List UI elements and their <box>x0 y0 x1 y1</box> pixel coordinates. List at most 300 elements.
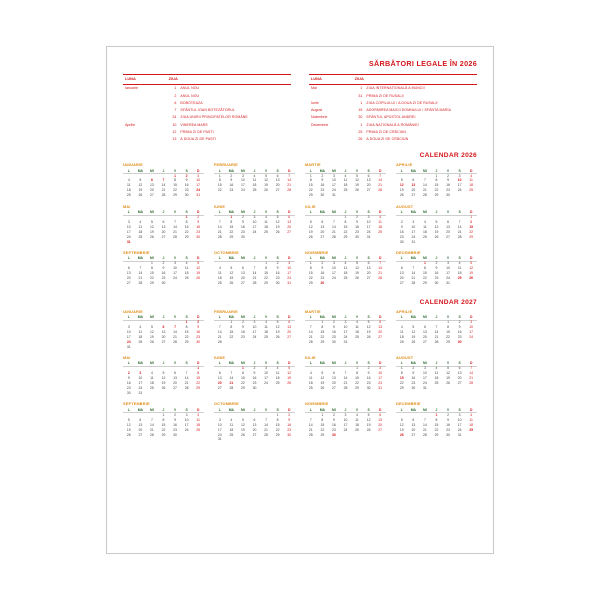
week-row <box>305 194 386 199</box>
day-cell: 20 <box>411 188 416 193</box>
day-cell: 29 <box>173 193 177 198</box>
day-cell: 24 <box>217 432 222 437</box>
holidays-column-left <box>123 74 291 143</box>
holiday-month <box>123 136 167 143</box>
day-cell: 17 <box>184 422 189 427</box>
day-cell: 5 <box>367 412 370 417</box>
day-cell: 21 <box>469 376 474 381</box>
day-cell: 30 <box>126 390 131 395</box>
day-cell: 19 <box>241 427 245 432</box>
weekday-label: S <box>363 361 375 367</box>
day-cell <box>249 340 261 345</box>
day-cell: 30 <box>196 234 201 239</box>
day-cell: 15 <box>320 329 325 334</box>
day-cell: 19 <box>275 329 280 334</box>
day-cell: 24 <box>343 427 348 432</box>
day-cell: 18 <box>138 229 143 234</box>
day-cell: 11 <box>355 324 359 329</box>
weekday-label: MA <box>408 361 420 367</box>
weekday-label: J <box>340 168 352 174</box>
month-table <box>123 168 204 199</box>
weekday-label: V <box>169 168 181 174</box>
month-block <box>212 309 297 353</box>
day-cell <box>351 433 363 438</box>
weekday-label: J <box>431 210 443 216</box>
week-row <box>396 240 477 245</box>
day-cell: 21 <box>287 183 292 188</box>
month-block <box>212 204 297 248</box>
day-cell: 12 <box>229 271 234 276</box>
day-cell: 12 <box>264 178 268 183</box>
day-cell: 7 <box>230 371 233 376</box>
day-cell: 1 <box>230 320 233 324</box>
day-cell: 2 <box>185 173 188 178</box>
day-cell: 27 <box>126 281 131 286</box>
day-cell: 1 <box>230 215 233 220</box>
holiday-row <box>309 99 477 106</box>
day-cell: 25 <box>217 281 222 286</box>
day-cell: 17 <box>446 271 450 276</box>
weekday-label: D <box>283 210 295 216</box>
weekday-label: MI <box>419 168 431 174</box>
day-cell <box>169 391 181 396</box>
day-cell: 22 <box>241 381 245 386</box>
day-cell: 12 <box>469 266 474 271</box>
day-cell: 14 <box>308 329 313 334</box>
day-cell: 18 <box>469 183 474 188</box>
weekday-label: V <box>169 315 181 321</box>
day-cell: 9 <box>321 266 324 271</box>
day-cell <box>419 240 431 245</box>
day-cell: 4 <box>139 219 142 224</box>
day-cell <box>272 235 284 240</box>
day-cell <box>135 240 147 245</box>
day-cell: 21 <box>434 334 439 339</box>
day-cell: 2 <box>356 215 358 220</box>
day-cell: 30 <box>184 193 189 198</box>
month-block <box>303 250 388 290</box>
day-cell: 10 <box>457 178 462 183</box>
day-cell: 15 <box>320 422 325 427</box>
day-cell: 18 <box>217 276 222 281</box>
day-cell: 25 <box>423 234 427 239</box>
day-cell: 19 <box>161 381 166 386</box>
weekday-label: D <box>465 407 477 413</box>
weekday-label: MI <box>328 315 340 321</box>
day-cell: 25 <box>308 386 313 391</box>
day-cell: 17 <box>332 271 336 276</box>
holiday-day: 12 <box>172 129 177 134</box>
day-cell: 19 <box>355 271 359 276</box>
weekday-label: V <box>169 256 181 262</box>
day-cell: 21 <box>378 271 383 276</box>
day-cell: 28 <box>184 386 189 391</box>
day-cell: 22 <box>343 229 348 234</box>
day-cell: 7 <box>218 219 221 224</box>
day-cell: 21 <box>264 427 268 432</box>
day-cell: 24 <box>378 381 383 386</box>
weekday-label: D <box>192 315 204 321</box>
day-cell: 17 <box>217 427 222 432</box>
day-cell: 31 <box>343 339 348 344</box>
day-cell: 20 <box>287 329 292 334</box>
weekday-label: L <box>396 168 408 174</box>
weekday-label: J <box>431 168 443 174</box>
day-cell: 15 <box>434 422 439 427</box>
day-cell: 24 <box>457 427 462 432</box>
holiday-row <box>309 128 477 135</box>
day-cell <box>192 240 204 245</box>
holiday-row <box>123 114 291 121</box>
day-cell: 5 <box>412 324 415 329</box>
day-cell: 27 <box>287 229 292 234</box>
day-cell: 7 <box>150 417 153 422</box>
holiday-row <box>309 136 477 143</box>
month-name: IULIE <box>305 204 316 209</box>
day-cell: 9 <box>321 178 324 183</box>
day-cell: 7 <box>309 417 312 422</box>
day-cell <box>260 340 272 345</box>
day-cell <box>283 387 295 392</box>
day-cell: 6 <box>139 417 142 422</box>
day-cell: 26 <box>366 334 371 339</box>
weekday-label: D <box>283 256 295 262</box>
weekday-label: V <box>442 361 454 367</box>
day-cell: 20 <box>366 271 371 276</box>
day-cell: 16 <box>399 229 404 234</box>
calendar-sheet <box>106 46 494 554</box>
day-cell: 10 <box>411 224 416 229</box>
day-cell: 30 <box>411 386 416 391</box>
holiday-description: A DOUA ZI DE PAȘTI <box>180 137 216 142</box>
day-cell: 2 <box>435 261 438 266</box>
day-cell: 17 <box>264 376 268 381</box>
day-cell: 5 <box>241 417 244 422</box>
week-row <box>123 345 204 350</box>
day-cell: 23 <box>196 229 201 234</box>
day-cell: 3 <box>470 320 473 324</box>
day-cell: 23 <box>446 188 450 193</box>
day-cell: 4 <box>356 320 358 324</box>
day-cell: 23 <box>161 276 166 281</box>
weekday-label: MI <box>146 168 158 174</box>
day-cell: 27 <box>320 234 325 239</box>
weekday-label: D <box>192 361 204 367</box>
day-cell: 5 <box>197 261 200 266</box>
weekday-label: L <box>305 407 317 413</box>
day-cell: 19 <box>138 188 143 193</box>
holiday-description: SFÂNTUL IOAN BOTEZĂTORUL <box>180 108 235 113</box>
day-cell: 14 <box>423 183 427 188</box>
weekday-label: L <box>305 256 317 262</box>
day-cell: 22 <box>264 276 268 281</box>
day-cell: 8 <box>447 324 449 329</box>
day-cell: 26 <box>287 381 292 386</box>
day-cell: 21 <box>308 427 313 432</box>
day-cell: 14 <box>457 224 462 229</box>
weekday-label: V <box>351 315 363 321</box>
day-cell: 25 <box>138 339 143 344</box>
day-cell: 18 <box>308 381 313 386</box>
day-cell <box>454 194 466 199</box>
day-cell: 18 <box>275 376 280 381</box>
day-cell <box>181 282 193 287</box>
day-cell <box>146 345 158 350</box>
day-cell: 11 <box>264 324 268 329</box>
day-cell: 27 <box>161 339 166 344</box>
day-cell: 23 <box>457 334 462 339</box>
day-cell: 23 <box>434 276 439 281</box>
holiday-row <box>309 84 477 92</box>
day-cell: 27 <box>446 234 450 239</box>
day-cell: 12 <box>287 371 292 376</box>
day-cell: 30 <box>287 432 292 437</box>
day-cell: 22 <box>469 229 474 234</box>
holiday-month: Ianuarie <box>125 86 138 91</box>
day-cell: 26 <box>355 188 359 193</box>
month-table <box>214 168 295 194</box>
day-cell: 6 <box>174 371 176 376</box>
day-cell: 9 <box>332 324 335 329</box>
weekday-label: D <box>192 210 204 216</box>
day-cell: 12 <box>399 183 404 188</box>
day-cell: 11 <box>343 178 348 183</box>
month-name: IANUARIE <box>123 163 143 167</box>
day-cell <box>260 438 272 443</box>
day-cell: 21 <box>161 188 166 193</box>
day-cell: 16 <box>275 271 280 276</box>
day-cell: 9 <box>127 376 130 381</box>
day-cell: 14 <box>217 224 222 229</box>
day-cell: 17 <box>469 329 474 334</box>
holiday-row <box>309 121 477 128</box>
weekday-label: MA <box>135 210 147 216</box>
holiday-description: A DOUA ZI DE CRĂCIUN <box>366 137 409 142</box>
day-cell: 11 <box>252 178 257 183</box>
day-cell: 22 <box>308 276 313 281</box>
month-name: SEPTEMBRIE <box>123 250 150 255</box>
day-cell: 26 <box>264 188 268 193</box>
months-grid-2027 <box>119 309 481 446</box>
day-cell: 14 <box>173 329 177 334</box>
day-cell: 30 <box>446 432 450 437</box>
week-row <box>305 387 386 392</box>
weekday-label: V <box>260 256 272 262</box>
weekday-label: D <box>465 315 477 321</box>
weekday-label: J <box>249 210 261 216</box>
weekday-label: J <box>158 315 170 321</box>
day-cell: 18 <box>457 271 462 276</box>
day-cell <box>374 433 386 438</box>
weekday-label: MA <box>135 407 147 413</box>
day-cell: 24 <box>126 339 131 344</box>
day-cell: 4 <box>139 324 142 329</box>
day-cell: 18 <box>126 188 131 193</box>
day-cell: 22 <box>434 427 439 432</box>
holidays-title: SĂRBĂTORI LEGALE ÎN 2026 <box>368 59 477 68</box>
day-cell: 15 <box>399 376 404 381</box>
day-cell: 7 <box>265 417 267 422</box>
day-cell: 12 <box>138 183 143 188</box>
day-cell: 6 <box>162 324 165 329</box>
weekday-label: D <box>283 168 295 174</box>
day-cell: 29 <box>229 234 234 239</box>
day-cell: 21 <box>138 276 143 281</box>
year-title: CALENDAR 2026 <box>419 152 477 159</box>
weekday-label: MA <box>135 315 147 321</box>
holiday-row <box>123 107 291 114</box>
day-cell: 8 <box>309 178 312 183</box>
weekday-label: L <box>123 407 135 413</box>
day-cell: 12 <box>161 376 166 381</box>
holiday-description: BOBOTEAZA <box>180 100 203 105</box>
day-cell: 23 <box>320 276 325 281</box>
day-cell: 18 <box>252 183 257 188</box>
holiday-month: Mai <box>311 86 317 91</box>
month-block <box>394 162 479 202</box>
day-cell: 10 <box>126 329 131 334</box>
day-cell <box>181 391 193 396</box>
day-cell <box>454 282 466 287</box>
day-cell: 25 <box>252 188 257 193</box>
day-cell <box>272 387 284 392</box>
holiday-description: SFÂNTUL APOSTOL ANDREI <box>366 115 416 120</box>
day-cell: 20 <box>161 334 166 339</box>
weekday-label: L <box>396 256 408 262</box>
weekday-label: V <box>442 407 454 413</box>
day-cell <box>363 282 375 287</box>
day-cell: 20 <box>252 427 257 432</box>
month-name: APRILIE <box>396 163 413 167</box>
holiday-description: PRIMA ZI DE PAȘTI <box>180 129 214 134</box>
header-luna: LUNA <box>123 75 167 85</box>
day-cell <box>226 340 238 345</box>
day-cell: 25 <box>264 229 268 234</box>
weekday-label: V <box>351 168 363 174</box>
day-cell: 5 <box>447 366 449 371</box>
holiday-row <box>123 121 291 128</box>
day-cell: 16 <box>252 376 257 381</box>
day-cell: 1 <box>435 412 438 417</box>
day-cell: 5 <box>356 261 358 266</box>
day-cell: 12 <box>411 329 416 334</box>
day-cell: 7 <box>379 261 382 266</box>
month-block <box>212 355 297 399</box>
day-cell: 25 <box>355 334 359 339</box>
day-cell: 12 <box>434 224 439 229</box>
day-cell: 14 <box>434 329 439 334</box>
day-cell: 23 <box>173 427 177 432</box>
day-cell: 15 <box>275 422 280 427</box>
day-cell: 13 <box>275 178 280 183</box>
day-cell: 24 <box>469 334 474 339</box>
day-cell: 27 <box>275 188 280 193</box>
day-cell: 25 <box>126 193 131 198</box>
year-block-2027 <box>119 299 481 446</box>
month-table <box>305 256 386 287</box>
day-cell: 15 <box>343 224 348 229</box>
day-cell: 15 <box>469 224 474 229</box>
day-cell: 26 <box>308 234 313 239</box>
day-cell: 3 <box>241 173 244 178</box>
day-cell: 6 <box>241 266 244 271</box>
weekday-label: J <box>431 256 443 262</box>
day-cell: 19 <box>366 422 371 427</box>
day-cell: 11 <box>218 271 222 276</box>
weekday-label: J <box>158 256 170 262</box>
day-cell: 22 <box>320 427 325 432</box>
day-cell: 22 <box>150 276 154 281</box>
day-cell: 30 <box>241 234 245 239</box>
day-cell: 26 <box>229 281 234 286</box>
weekday-label: S <box>272 210 284 216</box>
day-cell: 3 <box>197 173 200 178</box>
day-cell: 24 <box>241 188 245 193</box>
weekday-label: MI <box>146 210 158 216</box>
day-cell: 31 <box>446 281 450 286</box>
weekday-label: D <box>465 210 477 216</box>
holiday-day: 1 <box>360 122 363 127</box>
weekday-label: D <box>283 361 295 367</box>
day-cell: 7 <box>139 266 142 271</box>
day-cell: 9 <box>447 178 449 183</box>
day-cell: 18 <box>434 376 439 381</box>
day-cell: 20 <box>446 229 450 234</box>
day-cell: 17 <box>411 229 416 234</box>
day-cell: 9 <box>288 417 291 422</box>
day-cell: 9 <box>174 417 176 422</box>
day-cell: 18 <box>264 224 268 229</box>
day-cell <box>465 194 477 199</box>
day-cell: 27 <box>161 234 166 239</box>
day-cell: 30 <box>161 281 166 286</box>
day-cell: 26 <box>126 432 131 437</box>
day-cell: 8 <box>321 324 324 329</box>
day-cell: 21 <box>252 276 257 281</box>
weekday-label: S <box>272 168 284 174</box>
weekday-label: V <box>442 210 454 216</box>
day-cell <box>237 438 249 443</box>
day-cell: 11 <box>275 371 280 376</box>
day-cell: 6 <box>447 219 449 224</box>
holiday-row <box>123 84 291 92</box>
day-cell: 19 <box>126 427 131 432</box>
day-cell: 9 <box>162 266 165 271</box>
weekday-label: V <box>260 168 272 174</box>
header-ziua: ZIUA <box>167 75 291 85</box>
month-block <box>303 309 388 353</box>
weekday-label: MA <box>226 361 238 367</box>
day-cell: 3 <box>332 261 335 266</box>
day-cell: 16 <box>229 183 234 188</box>
month-block <box>394 309 479 353</box>
day-cell: 28 <box>229 386 234 391</box>
day-cell: 9 <box>185 178 188 183</box>
day-cell: 22 <box>446 334 450 339</box>
day-cell: 2 <box>447 173 449 178</box>
month-table <box>214 210 295 241</box>
weekday-label: S <box>363 315 375 321</box>
weekday-label: MI <box>237 168 249 174</box>
day-cell: 6 <box>367 261 370 266</box>
day-cell <box>363 194 375 199</box>
day-cell: 3 <box>185 412 188 417</box>
weekday-label: L <box>396 315 408 321</box>
day-cell: 1 <box>344 215 347 220</box>
day-cell: 25 <box>378 229 383 234</box>
day-cell: 14 <box>173 224 177 229</box>
day-cell: 29 <box>469 234 474 239</box>
